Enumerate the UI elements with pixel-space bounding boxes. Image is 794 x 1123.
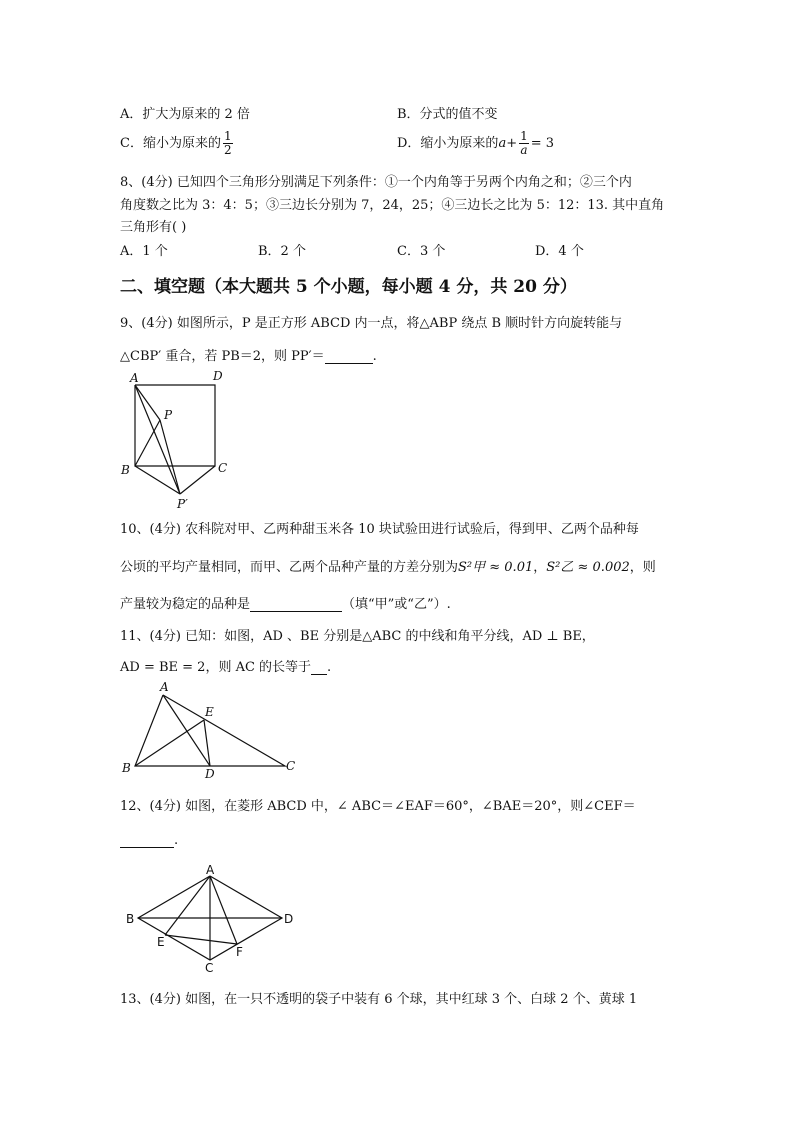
segment-ad: [163, 695, 210, 766]
expr-a: a: [498, 136, 507, 151]
q10-line2-text: 公顷的平均产量相同，而甲、乙两个品种产量的方差分别为: [120, 560, 459, 575]
q7-option-c-text: C．缩小为原来的: [120, 136, 221, 151]
label-e: E: [205, 705, 214, 719]
q7-option-b: B．分式的值不变: [397, 107, 498, 122]
q11-line2-end: .: [327, 660, 332, 675]
q12-line2: [120, 833, 178, 848]
q7-option-d-text: D．缩小为原来的: [397, 136, 499, 151]
label-f: F: [236, 945, 243, 959]
q11-line1: 11、(4分) 已知：如图，AD 、BE 分别是△ABC 的中线和角平分线，AD ⊥ BE，: [120, 629, 595, 644]
variance-yi: S²乙 ≈ 0.002: [546, 560, 630, 575]
answer-blank: [120, 835, 174, 848]
fraction-denominator: 2: [223, 143, 232, 157]
q10-line1: 10、(4分) 农科院对甲、乙两种甜玉米各 10 块试验田进行试验后，得到甲、乙两个品种每: [120, 522, 639, 537]
segment-pb: [135, 420, 160, 466]
q11-line2-text: AD = BE = 2，则 AC 的长等于: [120, 660, 312, 675]
q10-line3-end: （填“甲”或“乙”）.: [342, 597, 451, 612]
label-d: D: [205, 767, 215, 781]
q12-line1: 12、(4分) 如图，在菱形 ABCD 中，∠ ABC＝∠EAF＝60°，∠BAE＝20°，则∠CEF＝: [120, 799, 636, 814]
q10-line2: [120, 556, 656, 575]
q8-line1: 8、(4分) 已知四个三角形分别满足下列条件：①一个内角等于另两个内角之和；②三个内: [120, 175, 632, 190]
fraction-numerator: 1: [223, 129, 232, 143]
label-c: C: [218, 461, 228, 475]
q8-line3: 三角形有( ): [120, 220, 187, 235]
q9-line2-text: △CBP′ 重合，若 PB＝2，则 PP′＝: [120, 349, 325, 364]
q11-line2: [120, 656, 331, 675]
answer-blank: [250, 599, 342, 612]
q8-option-d: D．4 个: [535, 244, 584, 259]
square-abcd: [135, 385, 215, 466]
label-e: E: [157, 935, 165, 949]
q12-line2-end: .: [174, 833, 179, 848]
label-b: B: [121, 463, 130, 477]
q10-line2-end: ，则: [629, 560, 656, 575]
label-c: C: [205, 961, 214, 975]
label-d: D: [213, 369, 223, 383]
label-d: D: [284, 912, 294, 926]
segment-af: [210, 876, 237, 944]
label-p: P: [164, 408, 173, 422]
q10-line3-text: 产量较为稳定的品种是: [120, 597, 251, 612]
fraction-numerator: 1: [520, 129, 528, 143]
fraction-denominator: a: [520, 143, 528, 157]
q9-line2-end: .: [372, 349, 377, 364]
label-a: A: [160, 680, 169, 694]
answer-blank: [311, 662, 327, 675]
label-a: A: [206, 863, 215, 877]
expr-eq: = 3: [530, 136, 555, 151]
segment-be: [135, 720, 204, 766]
label-a: A: [130, 371, 139, 385]
q9-line1: 9、(4分) 如图所示，P 是正方形 ABCD 内一点，将△ABP 绕点 B 顺时针方向旋转能与: [120, 316, 623, 331]
separator: ，: [533, 560, 547, 575]
segment-ap-prime: [135, 385, 180, 494]
q10-line3: [120, 593, 451, 612]
segment-cp-prime: [180, 466, 215, 494]
q8-option-a: A．1 个: [120, 244, 168, 259]
q8-line2: 角度数之比为 3：4：5；③三边长分别为 7，24，25；④三边长之比为 5：12：13. 其中直角: [120, 198, 665, 213]
q8-option-c: C．3 个: [397, 244, 446, 259]
section-title: 二、填空题（本大题共 5 个小题，每小题 4 分，共 20 分）: [120, 277, 577, 297]
q7-option-a: A．扩大为原来的 2 倍: [120, 107, 250, 122]
label-b: B: [126, 912, 135, 926]
expr-plus: +: [506, 136, 518, 151]
q13-line1: 13、(4分) 如图，在一只不透明的袋子中装有 6 个球，其中红球 3 个、白球 2 个、黄球 1: [120, 992, 638, 1007]
label-c: C: [286, 759, 296, 773]
q8-option-b: B．2 个: [258, 244, 306, 259]
segment-ae: [165, 876, 210, 935]
label-b: B: [122, 761, 131, 775]
label-p-prime: P′: [177, 497, 188, 511]
variance-jia: S²甲 ≈ 0.01: [458, 560, 534, 575]
